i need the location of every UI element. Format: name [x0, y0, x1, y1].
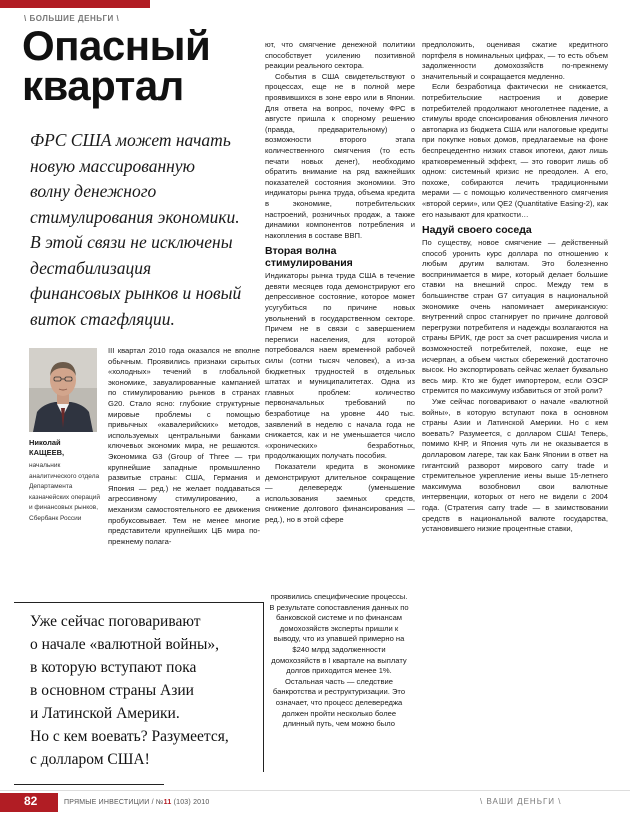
- paragraph: Показатели кредита в экономике демонстрируют длительное сокращение — делевередж (уменьшение использования заемных средств, снижение долгового финансирования — ред.), но в этой сфере: [265, 461, 415, 524]
- footer-divider: [0, 790, 630, 791]
- section-rubric: \ БОЛЬШИЕ ДЕНЬГИ \: [24, 14, 120, 23]
- subheading: Вторая волна стимулирования: [265, 245, 353, 270]
- pullquote-line: в основном страны Азии: [30, 682, 194, 699]
- issue-details: (103) 2010: [173, 799, 210, 806]
- paragraph: События в США свидетельствуют о процессах, еще не в полной мере проявившихся в зоне евро или в Японии. Для ответа на вопрос, почему ФРС в августе пришла к спорному решению (правда, предварительному) о возможности второго этапа количественного смягчения (то есть печати новых денег), необходимо обратить внимание на ряд важнейших показателей состояния экономики. Это индикаторы рынка труда, объема кредита в экономике, потребительских настроений, розничных продаж, а также динамики компонентов потребления и накопления в составе ВВП.: [265, 71, 415, 240]
- top-bar: [0, 0, 630, 8]
- magazine-title: ПРЯМЫЕ ИНВЕСТИЦИИ: [64, 799, 150, 806]
- author-portrait-icon: [29, 348, 97, 432]
- paragraph: По существу, новое смягчение — действенный способ уронить курс доллара по отношению к любым другим валютам. Это болезненно воспринимается в мире, который делает большие ставки на внешний спрос. Между тем в большинстве стран G7 ситуация в национальной экономике очень напоминает американскую: внутренний спрос стагнирует по причине долговой перегрузки потребителя и надежды возлагаются на страны БРИК, где рост за счет расширения числа и возможностей потребителей, похоже, еще не исчерпан, а объем чистых сбережений достаточно высок. Но экспортировать сейчас желает буквально весь мир. Кто же будет импортером, если ОЭСР стремится по максимуму избавиться от этой роли?: [422, 238, 608, 396]
- paragraph: III квартал 2010 года оказался не вполне обычным. Проявились признаки скрытых «холодных» течений в глобальной экономике, завуалированные кампанией по стимулированию рынков в странах G20. Стало ясно: глубокие структурные мировые проблемы с помощью привычных «кавалерийских» методов, используемых центральными банками ключевых экономик мира, не решаются. Экономика G3 (Group of Three — три крупнейшие западные промышленно развитые страны: США, Германия и Япония — ред.) не желает поддаваться агрессивному стимулированию, а механизм самостоятельного ее движения пробуксовывает. Тем не менее многие представители крупнейших ЦБ мира по-прежнему полага-: [108, 346, 260, 546]
- lead-line: виток стагфляции.: [30, 308, 175, 329]
- article-column-2: [265, 40, 415, 592]
- author-description: начальник аналитического отдела Департамента казначейских операций и финансовых рынков, Сбербанк России: [29, 462, 100, 522]
- pullquote-line: с долларом США!: [30, 751, 150, 768]
- headline-line-2: квартал: [22, 62, 184, 109]
- headline-line-1: Опасный: [22, 22, 211, 69]
- lead-line: дестабилизация: [30, 257, 152, 278]
- paragraph: ют, что смягчение денежной политики способствует усилению позитивной реакции реального сектора.: [265, 40, 415, 71]
- article-column-3: [422, 40, 608, 782]
- author-surname: КАЩЕЕВ,: [29, 448, 65, 457]
- paragraph: проявились специфические процессы. В результате сопоставления данных по банковской системе и по финансам домохозяйств эксперты пришли к выводу, что из упавшей примерно на $240 млрд задолженности домохозяйств в I квартале на выплату долгов приходится менее 1%. Остальная часть — следствие банкротства и реструктуризации. Это означает, что процесс делевереджа должен пройти несколько более длинный путь, чем можно было: [269, 592, 409, 729]
- paragraph: Уже сейчас поговаривают о начале «валютной войны», в которую вступают пока в основном страны Азии и Латинской Америки. Но с кем воевать? Разумеется, с долларом США! Теперь, помимо КНР, и Япония чуть ли не оказывается в долларовом лагере, так как Банк Японии в ответ на гигантский разворот мирового carry trade и стремительное укрепление иены выше 15-летнего максимума возобновил свои валютные интервенции, которых от него не видели с 2004 года. (Стратегия carry trade — в заимствовании средств в национальной валюте государства, установившего низкие процентные ставки,: [422, 397, 608, 534]
- issue-number: 11: [163, 799, 172, 806]
- lead-line: стимулирования экономики.: [30, 206, 240, 227]
- paragraph: Если безработица фактически не снижается, потребительские настроения и доверие потребителей продолжают многолетнее падение, а стимулы вроде спонсирования обновления личного автопарка из бюджета США или налоговые кредиты при покупке новых домов, предлагаемые на фоне беспрецедентно низких ставок ипотеки, дают лишь кратковременный эффект, — это говорит лишь об одном: системный кризис не преодолен. А его, похоже, собираются лечить традиционными мерами — с помощью количественного смягчения «второй серии», или QE2 (Quantitative Easing-2), как его называют для краткости…: [422, 82, 608, 219]
- pullquote-line: Уже сейчас поговаривают: [30, 613, 201, 630]
- pullquote-line: о начале «валютной войны»,: [30, 636, 220, 653]
- lead-line: волну денежного: [30, 181, 157, 201]
- pullquote: [30, 610, 270, 771]
- lead-line: ФРС США может начать: [30, 130, 231, 150]
- article-column-2-continued: [268, 592, 410, 778]
- author-name: [29, 438, 101, 458]
- footer-magazine: [64, 799, 209, 806]
- footer-section: \ ВАШИ ДЕНЬГИ \: [480, 797, 562, 806]
- lead-paragraph: [30, 128, 262, 332]
- top-accent-bar: [0, 0, 150, 8]
- pullquote-line: Но с кем воевать? Разумеется,: [30, 728, 229, 745]
- lead-line: новую массированную: [30, 155, 195, 176]
- paragraph: предположить, оценивая сжатие кредитного портфеля в номинальных цифрах, — то есть объем задолженности домохозяйств по-прежнему значительный и сокращается медленно.: [422, 40, 608, 81]
- subheading: Надуй своего соседа: [422, 224, 532, 237]
- article-column-1: [108, 346, 260, 584]
- author-photo: [29, 348, 97, 432]
- pullquote-line: в которую вступают пока: [30, 659, 197, 676]
- page-number: 82: [24, 794, 38, 808]
- lead-line: финансовых рынков и новый: [30, 283, 242, 303]
- issue-prefix: / №: [151, 799, 164, 806]
- pullquote-line: и Латинской Америки.: [30, 705, 180, 722]
- headline: [22, 22, 252, 109]
- paragraph: Индикаторы рынка труда США в течение девяти месяцев года демонстрируют его депрессивное состояние, которое может усугубиться по причине новых увольнений в государственном секторе. Причем не в связи с завершением переписи населения, для которой потребовался наем временной рабочей силы (сотни тысяч человек), а из-за бюджетных трудностей в отдельных штатах и муниципалитетах. Одна из главных проблем: количество первоначальных требований по безработице на уровне 440 тыс. заявлений в неделю с начала года не снижается, как и не уменьшается число «хронических» безработных, продолжающих получать пособия.: [265, 271, 415, 461]
- lead-line: В этой связи не исключены: [30, 232, 233, 252]
- pullquote-underline: [14, 784, 164, 785]
- author-first-name: Николай: [29, 438, 61, 447]
